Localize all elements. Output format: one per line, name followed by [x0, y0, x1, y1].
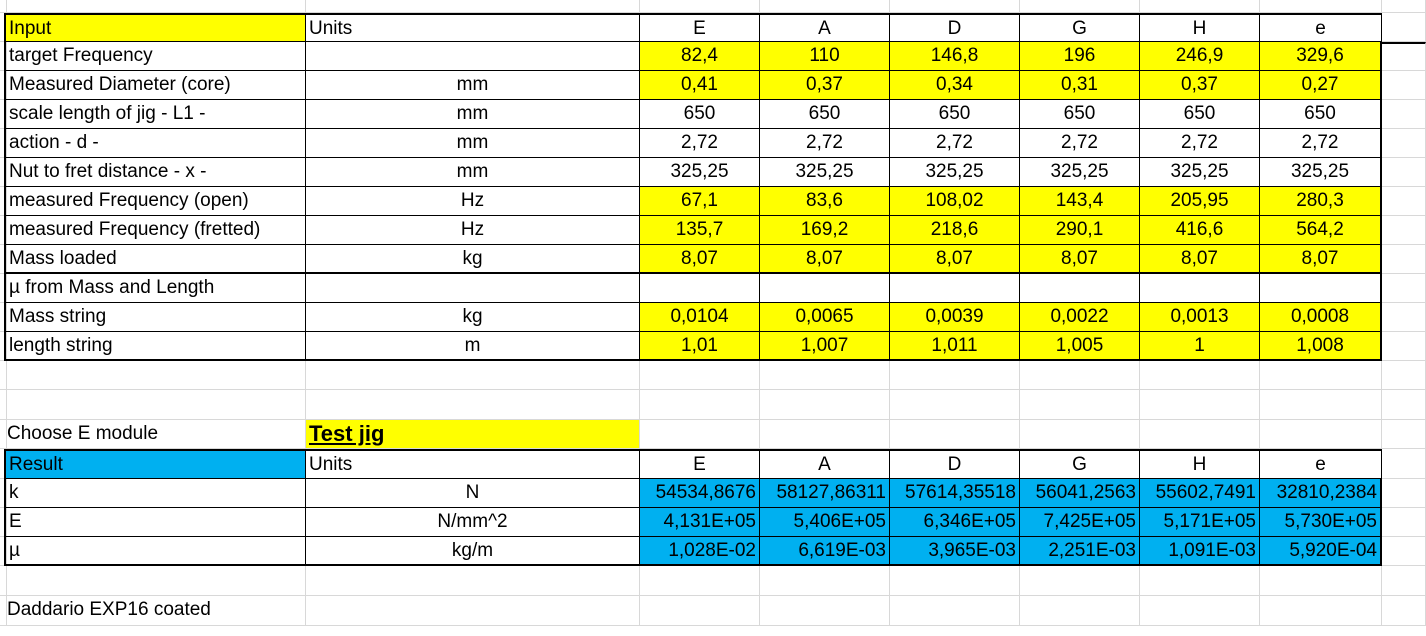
empty-cell[interactable] [640, 566, 760, 596]
spacer-cell[interactable] [890, 0, 1020, 13]
input-value-cell[interactable]: 650 [640, 100, 760, 129]
input-value-cell[interactable]: 325,25 [890, 158, 1020, 187]
input-value-cell[interactable]: 329,6 [1260, 42, 1382, 71]
empty-cell[interactable] [1382, 332, 1426, 361]
spacer-cell[interactable] [640, 0, 760, 13]
result-col-header[interactable]: A [760, 449, 890, 479]
result-row-units[interactable]: N [306, 479, 640, 508]
input-value-cell[interactable]: 2,72 [640, 129, 760, 158]
empty-cell[interactable] [1382, 390, 1426, 420]
input-row-label[interactable]: Measured Diameter (core) [4, 71, 306, 100]
input-row-label[interactable]: Mass string [4, 303, 306, 332]
empty-cell[interactable] [4, 361, 306, 390]
empty-cell[interactable] [4, 566, 306, 596]
empty-cell[interactable] [640, 361, 760, 390]
empty-cell[interactable] [1260, 596, 1382, 626]
input-row-units[interactable]: kg [306, 245, 640, 274]
empty-cell[interactable] [1382, 303, 1426, 332]
input-row-label[interactable]: measured Frequency (fretted) [4, 216, 306, 245]
result-value-cell[interactable]: 1,028E-02 [640, 537, 760, 566]
input-value-cell[interactable]: 0,0022 [1020, 303, 1140, 332]
empty-cell[interactable] [1140, 390, 1260, 420]
empty-cell[interactable] [1382, 596, 1426, 626]
empty-cell[interactable] [760, 420, 890, 449]
result-value-cell[interactable]: 5,406E+05 [760, 508, 890, 537]
input-value-cell[interactable]: 108,02 [890, 187, 1020, 216]
empty-cell[interactable] [1382, 508, 1426, 537]
input-value-cell[interactable]: 325,25 [1020, 158, 1140, 187]
empty-cell[interactable] [1020, 596, 1140, 626]
input-value-cell[interactable]: 146,8 [890, 42, 1020, 71]
input-value-cell[interactable]: 8,07 [1020, 245, 1140, 274]
input-header-label[interactable]: Input [4, 13, 306, 42]
input-value-cell[interactable]: 135,7 [640, 216, 760, 245]
input-value-cell[interactable]: 0,0065 [760, 303, 890, 332]
input-value-cell[interactable]: 143,4 [1020, 187, 1140, 216]
result-value-cell[interactable]: 5,171E+05 [1140, 508, 1260, 537]
input-value-cell[interactable]: 416,6 [1140, 216, 1260, 245]
spacer-cell[interactable] [1260, 0, 1382, 13]
spacer-cell[interactable] [1140, 0, 1260, 13]
input-value-cell[interactable] [1260, 274, 1382, 303]
module-select-value[interactable]: Test jig [306, 420, 640, 449]
footer-note[interactable]: Daddario EXP16 coated [4, 596, 306, 626]
empty-cell[interactable] [760, 390, 890, 420]
empty-cell[interactable] [1382, 158, 1426, 187]
input-row-units[interactable]: Hz [306, 216, 640, 245]
result-header-units[interactable]: Units [306, 449, 640, 479]
result-value-cell[interactable]: 6,346E+05 [890, 508, 1020, 537]
empty-cell[interactable] [1382, 361, 1426, 390]
result-row-label[interactable]: k [4, 479, 306, 508]
empty-cell[interactable] [1382, 537, 1426, 566]
result-value-cell[interactable]: 6,619E-03 [760, 537, 890, 566]
result-value-cell[interactable]: 5,920E-04 [1260, 537, 1382, 566]
input-row-label[interactable]: Mass loaded [4, 245, 306, 274]
empty-cell[interactable] [640, 390, 760, 420]
input-row-units[interactable] [306, 274, 640, 303]
empty-cell[interactable] [306, 361, 640, 390]
input-value-cell[interactable]: 169,2 [760, 216, 890, 245]
input-value-cell[interactable] [1020, 274, 1140, 303]
input-value-cell[interactable]: 564,2 [1260, 216, 1382, 245]
input-value-cell[interactable]: 2,72 [1260, 129, 1382, 158]
input-value-cell[interactable]: 325,25 [1140, 158, 1260, 187]
input-row-units[interactable]: mm [306, 129, 640, 158]
input-row-label[interactable]: target Frequency [4, 42, 306, 71]
input-row-label[interactable]: action - d - [4, 129, 306, 158]
empty-cell[interactable] [1382, 274, 1426, 303]
empty-cell[interactable] [890, 566, 1020, 596]
input-row-label[interactable]: scale length of jig - L1 - [4, 100, 306, 129]
input-col-header[interactable]: H [1140, 13, 1260, 42]
input-value-cell[interactable]: 290,1 [1020, 216, 1140, 245]
empty-cell[interactable] [760, 361, 890, 390]
result-row-label[interactable]: µ [4, 537, 306, 566]
input-row-label[interactable]: Nut to fret distance - x - [4, 158, 306, 187]
input-value-cell[interactable]: 83,6 [760, 187, 890, 216]
input-row-label[interactable]: measured Frequency (open) [4, 187, 306, 216]
result-col-header[interactable]: E [640, 449, 760, 479]
result-col-header[interactable]: e [1260, 449, 1382, 479]
input-value-cell[interactable]: 650 [1260, 100, 1382, 129]
result-value-cell[interactable]: 4,131E+05 [640, 508, 760, 537]
result-col-header[interactable]: G [1020, 449, 1140, 479]
input-value-cell[interactable]: 8,07 [640, 245, 760, 274]
input-row-label[interactable]: µ from Mass and Length [4, 274, 306, 303]
input-value-cell[interactable] [640, 274, 760, 303]
empty-cell[interactable] [1260, 390, 1382, 420]
input-value-cell[interactable]: 1 [1140, 332, 1260, 361]
input-row-units[interactable]: kg [306, 303, 640, 332]
spacer-cell[interactable] [306, 0, 640, 13]
result-value-cell[interactable]: 32810,2384 [1260, 479, 1382, 508]
result-value-cell[interactable]: 57614,35518 [890, 479, 1020, 508]
empty-cell[interactable] [1020, 566, 1140, 596]
empty-cell[interactable] [1382, 13, 1426, 42]
input-value-cell[interactable]: 1,008 [1260, 332, 1382, 361]
result-row-units[interactable]: N/mm^2 [306, 508, 640, 537]
empty-cell[interactable] [1382, 449, 1426, 479]
input-value-cell[interactable]: 325,25 [1260, 158, 1382, 187]
input-value-cell[interactable]: 110 [760, 42, 890, 71]
input-col-header[interactable]: D [890, 13, 1020, 42]
input-value-cell[interactable]: 1,011 [890, 332, 1020, 361]
empty-cell[interactable] [1382, 100, 1426, 129]
input-value-cell[interactable]: 0,34 [890, 71, 1020, 100]
input-row-units[interactable]: Hz [306, 187, 640, 216]
input-value-cell[interactable]: 650 [1140, 100, 1260, 129]
input-value-cell[interactable]: 0,37 [760, 71, 890, 100]
empty-cell[interactable] [306, 596, 640, 626]
input-value-cell[interactable]: 650 [890, 100, 1020, 129]
empty-cell[interactable] [1020, 361, 1140, 390]
input-value-cell[interactable]: 2,72 [1020, 129, 1140, 158]
empty-cell[interactable] [760, 566, 890, 596]
input-row-units[interactable]: mm [306, 71, 640, 100]
empty-cell[interactable] [1140, 596, 1260, 626]
result-col-header[interactable]: D [890, 449, 1020, 479]
input-col-header[interactable]: E [640, 13, 760, 42]
spacer-cell[interactable] [1382, 0, 1426, 13]
module-select-label[interactable]: Choose E module [4, 420, 306, 449]
empty-cell[interactable] [1382, 187, 1426, 216]
input-value-cell[interactable]: 8,07 [760, 245, 890, 274]
empty-cell[interactable] [890, 420, 1020, 449]
result-value-cell[interactable]: 56041,2563 [1020, 479, 1140, 508]
input-col-header[interactable]: A [760, 13, 890, 42]
empty-cell[interactable] [1382, 216, 1426, 245]
empty-cell[interactable] [1382, 71, 1426, 100]
input-value-cell[interactable]: 67,1 [640, 187, 760, 216]
empty-cell[interactable] [1382, 129, 1426, 158]
input-row-units[interactable]: mm [306, 100, 640, 129]
input-value-cell[interactable]: 650 [1020, 100, 1140, 129]
input-value-cell[interactable]: 0,0013 [1140, 303, 1260, 332]
input-value-cell[interactable]: 0,37 [1140, 71, 1260, 100]
input-col-header[interactable]: e [1260, 13, 1382, 42]
empty-cell[interactable] [1260, 420, 1382, 449]
empty-cell[interactable] [1140, 361, 1260, 390]
input-value-cell[interactable]: 0,0104 [640, 303, 760, 332]
input-value-cell[interactable]: 0,0008 [1260, 303, 1382, 332]
empty-cell[interactable] [1260, 361, 1382, 390]
input-row-units[interactable] [306, 42, 640, 71]
input-value-cell[interactable]: 2,72 [890, 129, 1020, 158]
input-value-cell[interactable]: 0,27 [1260, 71, 1382, 100]
empty-cell[interactable] [1260, 566, 1382, 596]
input-value-cell[interactable]: 0,0039 [890, 303, 1020, 332]
input-value-cell[interactable] [890, 274, 1020, 303]
empty-cell[interactable] [1382, 479, 1426, 508]
input-value-cell[interactable]: 325,25 [640, 158, 760, 187]
empty-cell[interactable] [4, 390, 306, 420]
empty-cell[interactable] [1382, 420, 1426, 449]
input-value-cell[interactable] [1140, 274, 1260, 303]
input-header-units[interactable]: Units [306, 13, 640, 42]
empty-cell[interactable] [1020, 390, 1140, 420]
empty-cell[interactable] [1382, 566, 1426, 596]
input-value-cell[interactable]: 205,95 [1140, 187, 1260, 216]
input-value-cell[interactable]: 1,01 [640, 332, 760, 361]
result-value-cell[interactable]: 55602,7491 [1140, 479, 1260, 508]
input-value-cell[interactable]: 8,07 [1260, 245, 1382, 274]
result-value-cell[interactable]: 58127,86311 [760, 479, 890, 508]
result-value-cell[interactable]: 3,965E-03 [890, 537, 1020, 566]
empty-cell[interactable] [1020, 420, 1140, 449]
input-value-cell[interactable]: 82,4 [640, 42, 760, 71]
input-col-header[interactable]: G [1020, 13, 1140, 42]
empty-cell[interactable] [890, 390, 1020, 420]
input-value-cell[interactable]: 246,9 [1140, 42, 1260, 71]
input-value-cell[interactable]: 218,6 [890, 216, 1020, 245]
empty-cell[interactable] [1140, 420, 1260, 449]
input-value-cell[interactable]: 8,07 [1140, 245, 1260, 274]
result-value-cell[interactable]: 54534,8676 [640, 479, 760, 508]
input-value-cell[interactable]: 1,005 [1020, 332, 1140, 361]
empty-cell[interactable] [640, 596, 760, 626]
input-value-cell[interactable]: 8,07 [890, 245, 1020, 274]
spacer-cell[interactable] [760, 0, 890, 13]
input-row-label[interactable]: length string [4, 332, 306, 361]
result-header-label[interactable]: Result [4, 449, 306, 479]
input-value-cell[interactable]: 1,007 [760, 332, 890, 361]
input-value-cell[interactable] [760, 274, 890, 303]
input-value-cell[interactable]: 2,72 [760, 129, 890, 158]
result-value-cell[interactable]: 1,091E-03 [1140, 537, 1260, 566]
result-value-cell[interactable]: 5,730E+05 [1260, 508, 1382, 537]
input-value-cell[interactable]: 2,72 [1140, 129, 1260, 158]
empty-cell[interactable] [640, 420, 760, 449]
result-col-header[interactable]: H [1140, 449, 1260, 479]
input-value-cell[interactable]: 0,31 [1020, 71, 1140, 100]
input-value-cell[interactable]: 325,25 [760, 158, 890, 187]
input-value-cell[interactable]: 280,3 [1260, 187, 1382, 216]
empty-cell[interactable] [1140, 566, 1260, 596]
input-row-units[interactable]: m [306, 332, 640, 361]
result-row-label[interactable]: E [4, 508, 306, 537]
empty-cell[interactable] [760, 596, 890, 626]
result-row-units[interactable]: kg/m [306, 537, 640, 566]
spacer-cell[interactable] [1020, 0, 1140, 13]
input-row-units[interactable]: mm [306, 158, 640, 187]
input-value-cell[interactable]: 0,41 [640, 71, 760, 100]
result-value-cell[interactable]: 2,251E-03 [1020, 537, 1140, 566]
empty-cell[interactable] [890, 361, 1020, 390]
input-value-cell[interactable]: 650 [760, 100, 890, 129]
input-value-cell[interactable]: 196 [1020, 42, 1140, 71]
spacer-cell[interactable] [4, 0, 306, 13]
empty-cell[interactable] [1382, 245, 1426, 274]
empty-cell[interactable] [306, 390, 640, 420]
empty-cell[interactable] [306, 566, 640, 596]
result-value-cell[interactable]: 7,425E+05 [1020, 508, 1140, 537]
empty-cell[interactable] [1382, 42, 1426, 71]
empty-cell[interactable] [890, 596, 1020, 626]
